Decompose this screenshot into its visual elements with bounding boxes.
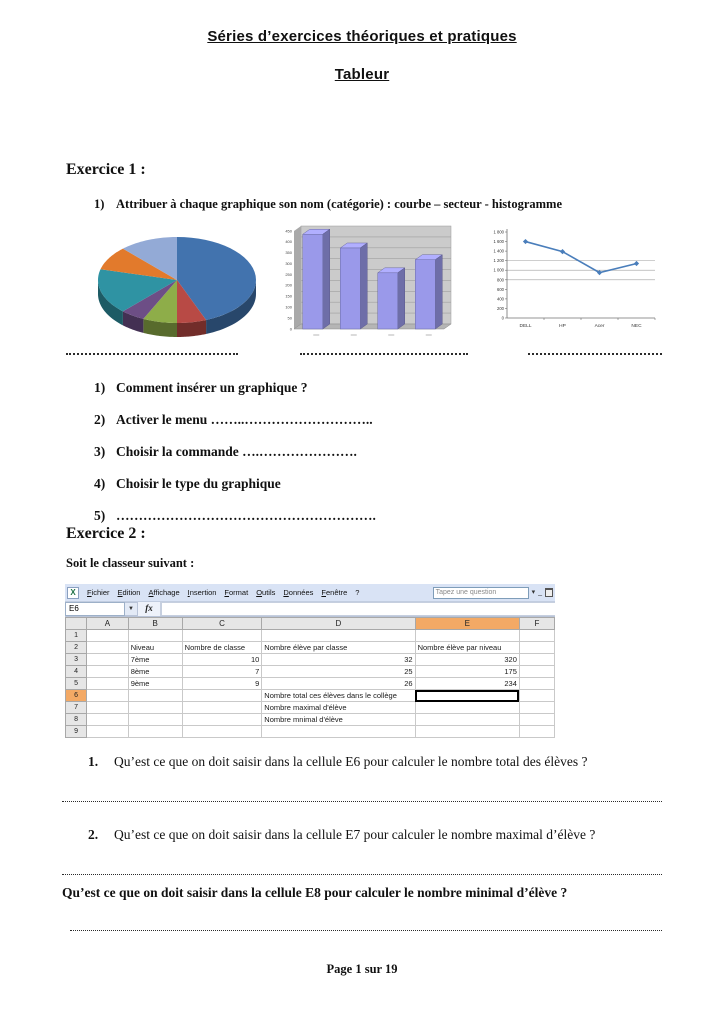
column-header-C[interactable]: C bbox=[182, 618, 262, 630]
cell-F7[interactable] bbox=[519, 702, 554, 714]
cell-D7[interactable]: Nombre maximal d'élève bbox=[262, 702, 415, 714]
pie-chart bbox=[80, 224, 270, 350]
cell-F3[interactable] bbox=[519, 654, 554, 666]
row-header-6[interactable]: 6 bbox=[66, 690, 87, 702]
svg-text:Acer: Acer bbox=[594, 324, 605, 329]
ask-question-input[interactable]: Tapez une question bbox=[433, 587, 529, 599]
svg-text:800: 800 bbox=[497, 277, 504, 283]
cell-A7[interactable] bbox=[87, 702, 129, 714]
question-2 bbox=[88, 822, 648, 847]
bar-chart bbox=[268, 219, 460, 357]
worksheet-grid bbox=[65, 617, 555, 738]
question-text: Qu’est ce que on doit saisir dans la cellule E6 pour calculer le nombre total des élèves ? bbox=[114, 754, 588, 769]
row-header-8[interactable]: 8 bbox=[66, 714, 87, 726]
svg-text:DELL: DELL bbox=[519, 324, 532, 329]
item-number: 3) bbox=[94, 444, 106, 459]
cell-A1[interactable] bbox=[87, 630, 129, 642]
cell-F6[interactable] bbox=[519, 690, 554, 702]
cell-A3[interactable] bbox=[87, 654, 129, 666]
svg-text:350: 350 bbox=[285, 250, 292, 256]
column-header-A[interactable]: A bbox=[87, 618, 129, 630]
question-number: 1. bbox=[88, 754, 99, 769]
cell-C5[interactable]: 9 bbox=[182, 678, 262, 690]
formula-bar-row bbox=[65, 602, 555, 617]
line-chart bbox=[477, 222, 663, 346]
svg-text:100: 100 bbox=[285, 304, 292, 310]
row-header-7[interactable]: 7 bbox=[66, 702, 87, 714]
cell-B1[interactable] bbox=[128, 630, 182, 642]
cell-D3[interactable]: 32 bbox=[262, 654, 415, 666]
question-text: Qu’est ce que on doit saisir dans la cellule E7 pour calculer le nombre maximal d’élève ? bbox=[114, 827, 596, 842]
menu-help[interactable]: ? bbox=[355, 588, 360, 597]
namebox-dropdown-icon[interactable]: ▼ bbox=[125, 602, 138, 616]
exercise2-intro: Soit le classeur suivant : bbox=[66, 556, 195, 570]
menu-items bbox=[83, 587, 363, 598]
menu-outils[interactable]: Outils bbox=[256, 588, 276, 597]
menu-donnes[interactable]: Données bbox=[283, 588, 314, 597]
answer-line bbox=[62, 801, 662, 802]
cell-C4[interactable]: 7 bbox=[182, 666, 262, 678]
svg-text:1 400: 1 400 bbox=[493, 248, 504, 254]
item-number: 4) bbox=[94, 476, 106, 491]
formula-input[interactable] bbox=[161, 602, 555, 616]
row-header-9[interactable]: 9 bbox=[66, 726, 87, 738]
cell-A9[interactable] bbox=[87, 726, 129, 738]
svg-text:HP: HP bbox=[559, 324, 566, 329]
item-text: Choisir la commande ….…………………. bbox=[116, 444, 357, 459]
svg-text:400: 400 bbox=[285, 239, 292, 245]
cell-B7[interactable] bbox=[128, 702, 182, 714]
cell-F1[interactable] bbox=[519, 630, 554, 642]
window-button-icon[interactable] bbox=[545, 588, 553, 597]
menu-format[interactable]: Format bbox=[224, 588, 249, 597]
item-number: 1) bbox=[94, 380, 106, 395]
item-number: 2) bbox=[94, 412, 106, 427]
svg-text:0: 0 bbox=[501, 315, 504, 321]
question-box-wrap bbox=[433, 587, 553, 599]
item-text: Activer le menu ……..……………………….. bbox=[116, 412, 373, 427]
cell-B4[interactable]: 8ème bbox=[128, 666, 182, 678]
svg-text:1 600: 1 600 bbox=[493, 239, 504, 245]
cell-D9[interactable] bbox=[262, 726, 415, 738]
cell-F8[interactable] bbox=[519, 714, 554, 726]
cell-B5[interactable]: 9ème bbox=[128, 678, 182, 690]
list-item bbox=[94, 380, 514, 412]
svg-text:200: 200 bbox=[285, 282, 292, 288]
cell-E3[interactable]: 320 bbox=[415, 654, 519, 666]
exercise2-heading: Exercice 2 : bbox=[66, 525, 146, 542]
name-box[interactable]: E6 bbox=[65, 602, 125, 616]
column-header-D[interactable]: D bbox=[262, 618, 415, 630]
cell-E2[interactable]: Nombre élève par niveau bbox=[415, 642, 519, 654]
task-number: 1) bbox=[94, 197, 105, 211]
cell-C1[interactable] bbox=[182, 630, 262, 642]
item-text: …………………………………………………. bbox=[116, 508, 376, 523]
exercise1-heading: Exercice 1 : bbox=[66, 161, 146, 178]
menu-fentre[interactable]: Fenêtre bbox=[321, 588, 348, 597]
minimize-icon[interactable]: _ bbox=[538, 588, 542, 596]
cell-F2[interactable] bbox=[519, 642, 554, 654]
cell-E6[interactable] bbox=[415, 690, 519, 702]
cell-A4[interactable] bbox=[87, 666, 129, 678]
cell-E8[interactable] bbox=[415, 714, 519, 726]
svg-text:250: 250 bbox=[285, 271, 292, 277]
list-item bbox=[94, 412, 514, 444]
question-3: Qu’est ce que on doit saisir dans la cellule E8 pour calculer le nombre minimal d’élève ? bbox=[62, 885, 568, 900]
svg-text:1 800: 1 800 bbox=[493, 229, 504, 235]
cell-C9[interactable] bbox=[182, 726, 262, 738]
cell-D1[interactable] bbox=[262, 630, 415, 642]
cell-D8[interactable]: Nombre mnimal d'élève bbox=[262, 714, 415, 726]
page-number: Page 1 sur 19 bbox=[326, 962, 398, 976]
cell-B8[interactable] bbox=[128, 714, 182, 726]
list-item bbox=[94, 444, 514, 476]
answer-blank bbox=[66, 353, 238, 355]
excel-app-icon bbox=[67, 587, 79, 599]
doc-subtitle: Tableur bbox=[334, 66, 390, 83]
svg-text:0: 0 bbox=[289, 326, 292, 332]
svg-text:50: 50 bbox=[287, 315, 292, 321]
cell-E4[interactable]: 175 bbox=[415, 666, 519, 678]
menu-insertion[interactable]: Insertion bbox=[187, 588, 217, 597]
menu-fichier[interactable]: Fichier bbox=[87, 588, 110, 597]
row-header-2[interactable]: 2 bbox=[66, 642, 87, 654]
exercise1-steps bbox=[94, 380, 514, 540]
exercise1-task bbox=[94, 197, 562, 212]
svg-text:450: 450 bbox=[285, 228, 292, 234]
cell-A8[interactable] bbox=[87, 714, 129, 726]
row-header-3[interactable]: 3 bbox=[66, 654, 87, 666]
excel-screenshot bbox=[65, 584, 555, 742]
column-header-E[interactable]: E bbox=[415, 618, 519, 630]
question-number: 2. bbox=[88, 827, 99, 842]
answer-blank bbox=[528, 353, 662, 355]
cell-E7[interactable] bbox=[415, 702, 519, 714]
question-dropdown-icon[interactable]: ▾ bbox=[531, 588, 536, 596]
menu-edition[interactable]: Edition bbox=[117, 588, 141, 597]
cell-B2[interactable]: Niveau bbox=[128, 642, 182, 654]
select-all-corner[interactable] bbox=[66, 618, 87, 630]
cell-D5[interactable]: 26 bbox=[262, 678, 415, 690]
cell-C7[interactable] bbox=[182, 702, 262, 714]
cell-F4[interactable] bbox=[519, 666, 554, 678]
task-text: Attribuer à chaque graphique son nom (catégorie) : courbe – secteur - histogramme bbox=[116, 197, 563, 211]
item-number: 5) bbox=[94, 508, 106, 523]
menu-affichage[interactable]: Affichage bbox=[148, 588, 180, 597]
excel-menubar bbox=[65, 584, 555, 602]
cell-B6[interactable] bbox=[128, 690, 182, 702]
question-1 bbox=[88, 749, 648, 774]
cell-A5[interactable] bbox=[87, 678, 129, 690]
svg-text:300: 300 bbox=[285, 260, 292, 266]
cell-E9[interactable] bbox=[415, 726, 519, 738]
svg-text:200: 200 bbox=[497, 305, 504, 311]
cell-B3[interactable]: 7ème bbox=[128, 654, 182, 666]
answer-line bbox=[62, 874, 662, 875]
svg-text:400: 400 bbox=[497, 296, 504, 302]
row-header-1[interactable]: 1 bbox=[66, 630, 87, 642]
column-header-F[interactable]: F bbox=[519, 618, 554, 630]
item-text: Comment insérer un graphique ? bbox=[116, 380, 308, 395]
cell-F9[interactable] bbox=[519, 726, 554, 738]
row-header-4[interactable]: 4 bbox=[66, 666, 87, 678]
svg-text:150: 150 bbox=[285, 293, 292, 299]
svg-text:NEC: NEC bbox=[631, 324, 642, 329]
cell-D2[interactable]: Nombre élève par classe bbox=[262, 642, 415, 654]
cell-C6[interactable] bbox=[182, 690, 262, 702]
cell-E1[interactable] bbox=[415, 630, 519, 642]
cell-D6[interactable]: Nombre total ces élèves dans le collège bbox=[262, 690, 415, 702]
item-text: Choisir le type du graphique bbox=[116, 476, 281, 491]
svg-text:1 000: 1 000 bbox=[493, 267, 504, 273]
cell-D4[interactable]: 25 bbox=[262, 666, 415, 678]
svg-text:1 200: 1 200 bbox=[493, 258, 504, 264]
answer-line bbox=[70, 930, 662, 931]
svg-text:600: 600 bbox=[497, 286, 504, 292]
list-item bbox=[94, 476, 514, 508]
cell-B9[interactable] bbox=[128, 726, 182, 738]
cell-F5[interactable] bbox=[519, 678, 554, 690]
insert-function-icon[interactable]: fx bbox=[138, 602, 161, 616]
row-header-5[interactable]: 5 bbox=[66, 678, 87, 690]
column-header-B[interactable]: B bbox=[128, 618, 182, 630]
cell-C3[interactable]: 10 bbox=[182, 654, 262, 666]
list-item bbox=[94, 508, 514, 540]
cell-E5[interactable]: 234 bbox=[415, 678, 519, 690]
cell-C8[interactable] bbox=[182, 714, 262, 726]
doc-title: Séries d’exercices théoriques et pratiques bbox=[207, 28, 517, 45]
cell-A2[interactable] bbox=[87, 642, 129, 654]
answer-blank bbox=[300, 353, 468, 355]
cell-C2[interactable]: Nombre de classe bbox=[182, 642, 262, 654]
cell-A6[interactable] bbox=[87, 690, 129, 702]
